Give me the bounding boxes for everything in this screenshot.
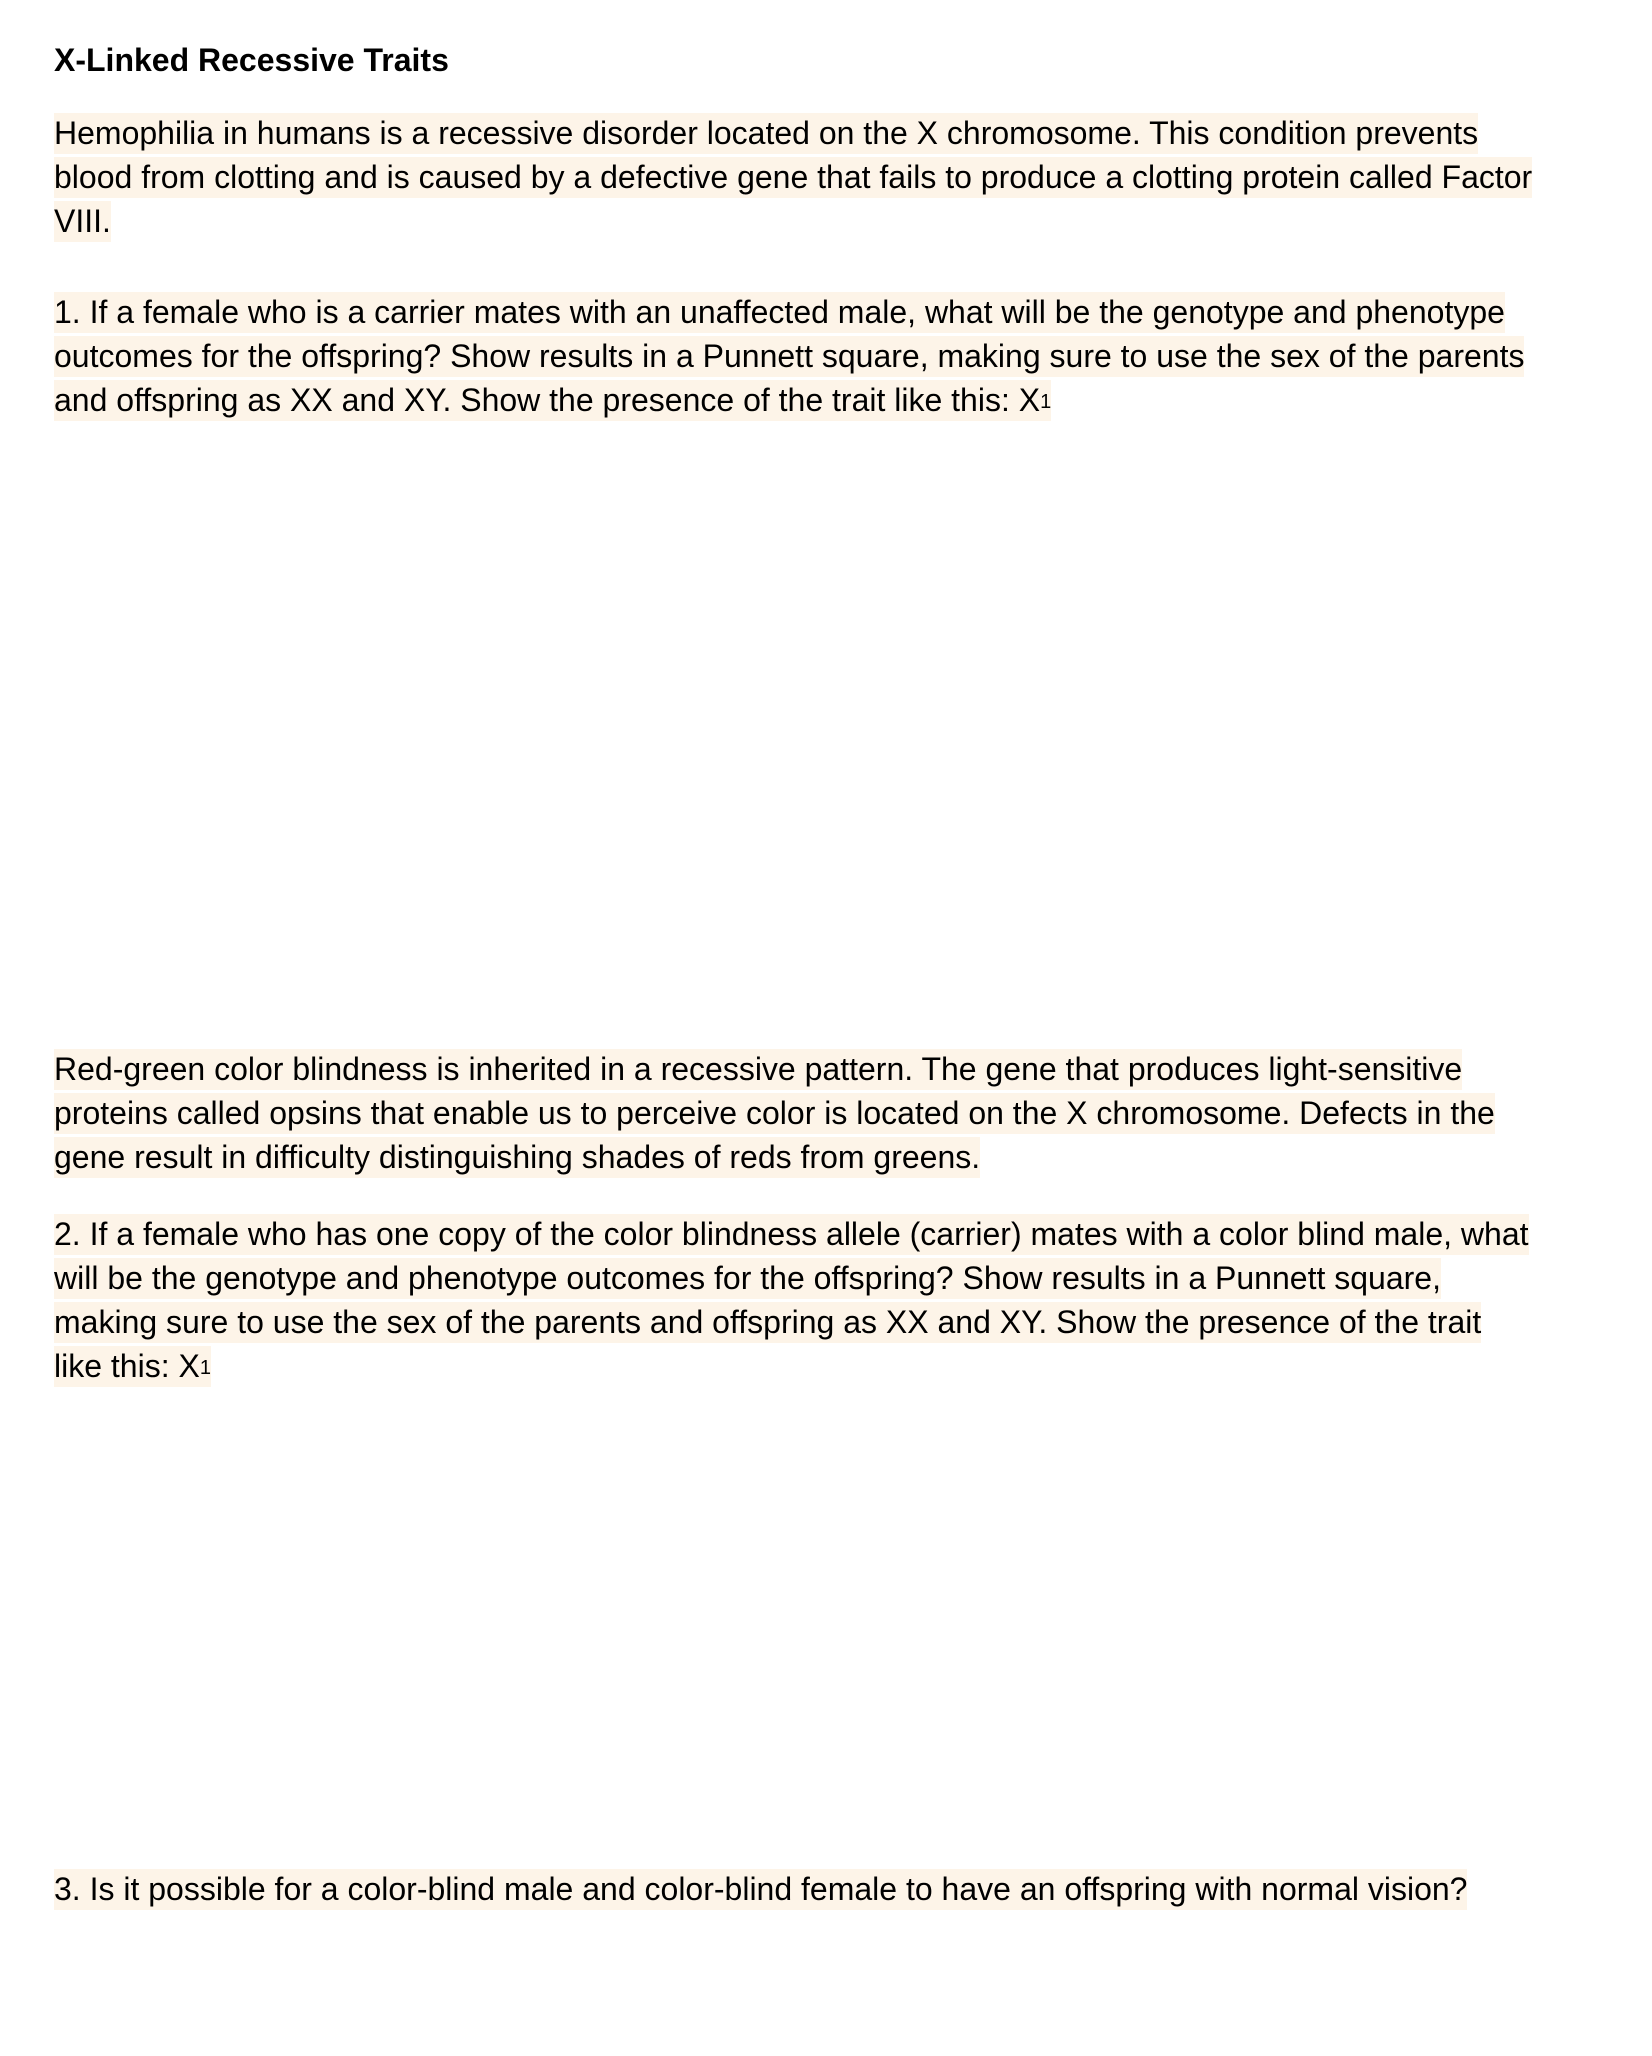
paragraph-line: VIII. [54, 201, 111, 242]
trait-superscript: 1 [1040, 391, 1052, 413]
question-line: will be the genotype and phenotype outcomes for the offspring? Show results in a Punnett square, [54, 1258, 1441, 1299]
paragraph-line: Red-green color blindness is inherited in a recessive pattern. The gene that produces light-sensitive [54, 1049, 1462, 1090]
question-line: 2. If a female who has one copy of the color blindness allele (carrier) mates with a color blind male, what [54, 1214, 1529, 1255]
question-1 [54, 290, 1614, 422]
hemophilia-intro-paragraph [54, 111, 1614, 243]
question-2 [54, 1212, 1614, 1388]
paragraph-line: gene result in difficulty distinguishing shades of reds from greens. [54, 1137, 980, 1178]
paragraph-line: proteins called opsins that enable us to perceive color is located on the X chromosome. Defects in the [54, 1093, 1495, 1134]
answer-space-2[interactable] [54, 1390, 1614, 1840]
paragraph-line: blood from clotting and is caused by a defective gene that fails to produce a clotting protein called Factor [54, 157, 1532, 198]
question-line: 1. If a female who is a carrier mates with an unaffected male, what will be the genotype and phenotype [54, 292, 1505, 333]
question-3 [54, 1867, 1614, 1911]
answer-space-3[interactable] [54, 1920, 1614, 2040]
question-line: like this: X [54, 1348, 200, 1384]
trait-superscript: 1 [199, 1357, 211, 1379]
question-line: outcomes for the offspring? Show results in a Punnett square, making sure to use the sex of the parents [54, 336, 1524, 377]
color-blindness-intro-paragraph [54, 1047, 1614, 1179]
answer-space-1[interactable] [54, 430, 1614, 1020]
question-line: 3. Is it possible for a color-blind male and color-blind female to have an offspring with normal vision? [54, 1869, 1467, 1910]
question-line: and offspring as XX and XY. Show the presence of the trait like this: X [54, 382, 1041, 418]
question-line: making sure to use the sex of the parents and offspring as XX and XY. Show the presence of the trait [54, 1302, 1481, 1343]
page-title: X-Linked Recessive Traits [54, 42, 449, 78]
paragraph-line: Hemophilia in humans is a recessive disorder located on the X chromosome. This condition prevents [54, 113, 1478, 154]
